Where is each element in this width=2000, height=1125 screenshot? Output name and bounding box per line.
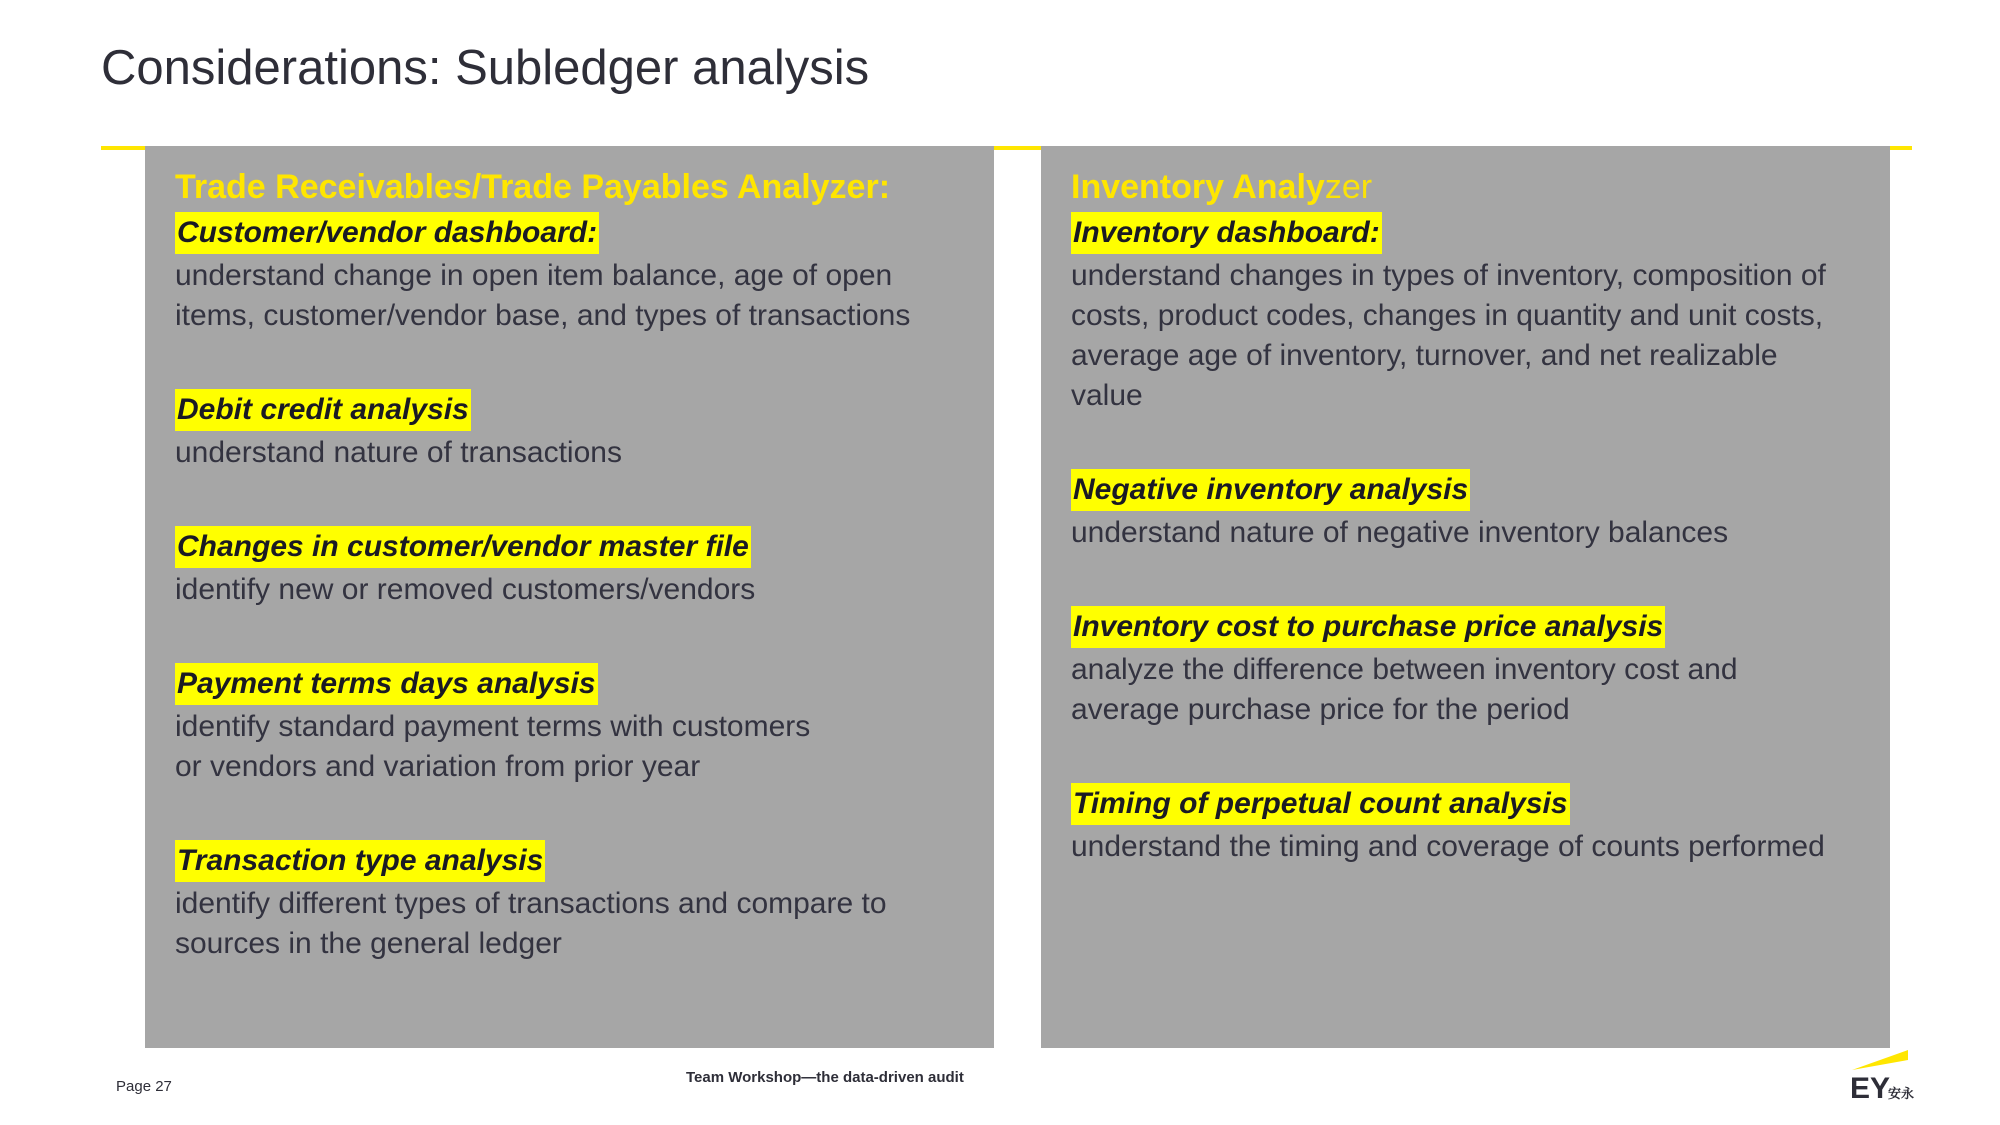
section-text bbox=[175, 256, 964, 336]
logo-beam bbox=[1852, 1050, 1908, 1070]
section-heading: Changes in customer/vendor master file bbox=[175, 526, 751, 568]
section-text bbox=[1071, 513, 1860, 553]
text-line: costs, product codes, changes in quantity and unit costs, bbox=[1071, 299, 1824, 332]
text-line: items, customer/vendor base, and types of transactions bbox=[175, 299, 911, 332]
text-line: identify different types of transactions and compare to bbox=[175, 887, 887, 920]
section-text bbox=[175, 707, 964, 787]
section-heading: Debit credit analysis bbox=[175, 389, 471, 431]
section bbox=[1071, 469, 1860, 553]
text-line: analyze the difference between inventory cost and bbox=[1071, 653, 1738, 686]
section bbox=[175, 663, 964, 787]
panel-title: Trade Receivables/Trade Payables Analyzer: bbox=[175, 168, 891, 206]
section-heading: Inventory dashboard: bbox=[1071, 212, 1382, 254]
section-heading: Customer/vendor dashboard: bbox=[175, 212, 599, 254]
accent-rule bbox=[994, 146, 1041, 150]
accent-rule bbox=[101, 146, 145, 150]
page-number: Page 27 bbox=[116, 1078, 172, 1095]
page-title: Considerations: Subledger analysis bbox=[101, 41, 870, 95]
logo-suffix: 安永 bbox=[1888, 1087, 1915, 1102]
text-line: or vendors and variation from prior year bbox=[175, 750, 701, 783]
section bbox=[175, 840, 964, 964]
section bbox=[1071, 212, 1860, 416]
footer-title: Team Workshop—the data-driven audit bbox=[686, 1069, 964, 1086]
section bbox=[1071, 606, 1860, 730]
section-heading: Inventory cost to purchase price analysis bbox=[1071, 606, 1665, 648]
section-text bbox=[175, 884, 964, 964]
inventory-panel bbox=[1041, 146, 1890, 1048]
section-heading: Negative inventory analysis bbox=[1071, 469, 1470, 511]
receivables-payables-panel bbox=[145, 146, 994, 1048]
section bbox=[175, 389, 964, 473]
section bbox=[1071, 783, 1860, 867]
panel-title-soft: zer bbox=[1324, 168, 1373, 206]
text-line: understand nature of transactions bbox=[175, 436, 622, 469]
text-line: average purchase price for the period bbox=[1071, 693, 1570, 726]
ey-logo bbox=[1846, 1048, 1916, 1104]
text-line: value bbox=[1071, 379, 1143, 412]
section-heading: Transaction type analysis bbox=[175, 840, 545, 882]
text-line: identify new or removed customers/vendors bbox=[175, 573, 756, 606]
text-line: understand changes in types of inventory, composition of bbox=[1071, 259, 1826, 292]
section-text bbox=[1071, 256, 1860, 416]
section-heading: Timing of perpetual count analysis bbox=[1071, 783, 1570, 825]
text-line: sources in the general ledger bbox=[175, 927, 562, 960]
section-text bbox=[175, 570, 964, 610]
logo-text: EY bbox=[1850, 1072, 1891, 1104]
section-text bbox=[175, 433, 964, 473]
text-line: understand change in open item balance, age of open bbox=[175, 259, 893, 292]
text-line: understand nature of negative inventory balances bbox=[1071, 516, 1729, 549]
section-text bbox=[1071, 827, 1860, 867]
accent-rule bbox=[1890, 146, 1912, 150]
text-line: average age of inventory, turnover, and net realizable bbox=[1071, 339, 1778, 372]
text-line: understand the timing and coverage of counts performed bbox=[1071, 830, 1825, 863]
section-heading: Payment terms days analysis bbox=[175, 663, 598, 705]
panel-title bbox=[1071, 166, 1860, 208]
section bbox=[175, 526, 964, 610]
text-line: identify standard payment terms with customers bbox=[175, 710, 811, 743]
section bbox=[175, 212, 964, 336]
section-text bbox=[1071, 650, 1860, 730]
panel-title-strong: Inventory Analy bbox=[1071, 168, 1325, 206]
